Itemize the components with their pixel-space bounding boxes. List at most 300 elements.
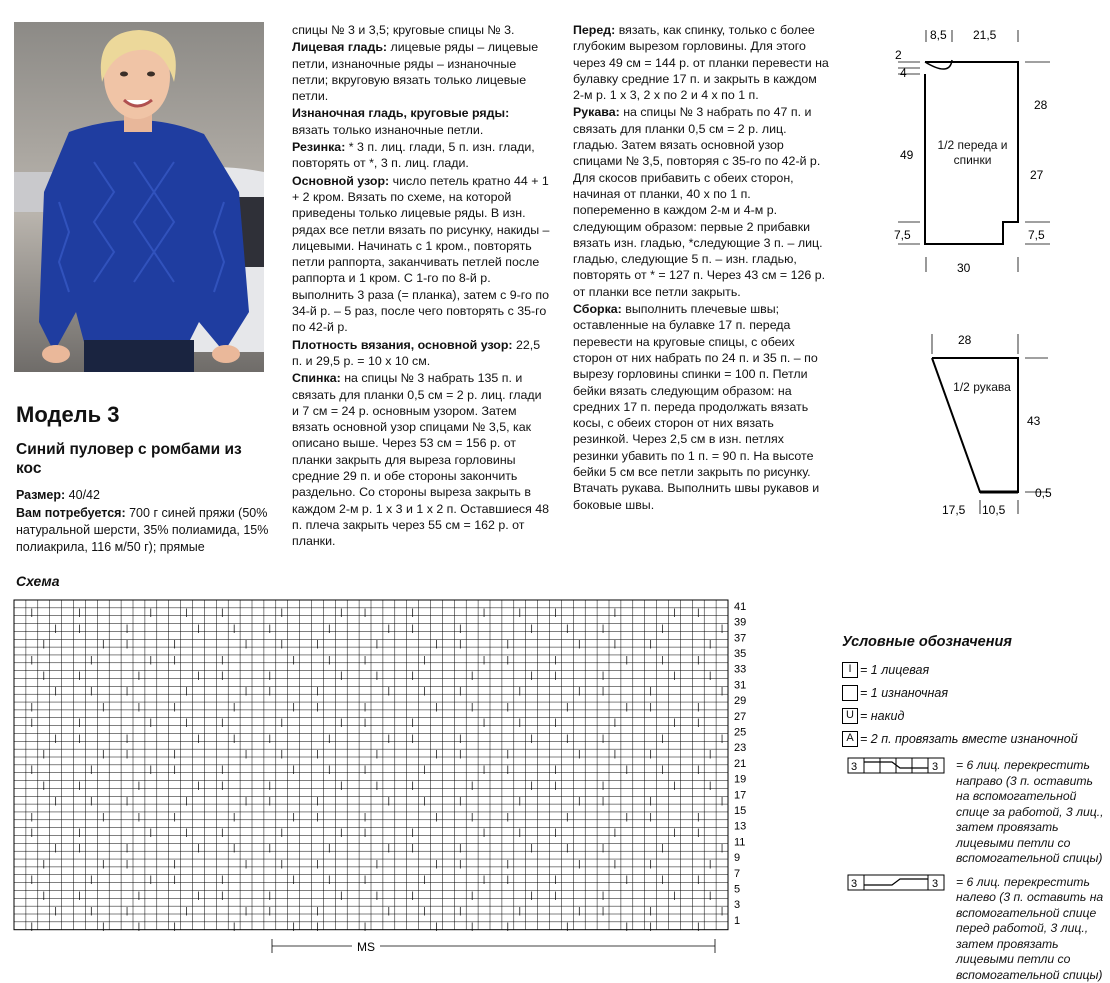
knit-mark: | [90,906,92,916]
knit-mark: | [269,890,271,900]
knit-mark: | [126,796,128,806]
size-line [16,488,100,502]
knit-mark: | [316,686,318,696]
knit-mark: | [578,906,580,916]
knit-mark: | [566,843,568,853]
knitting-chart [0,590,790,968]
knit-mark: | [507,701,509,711]
knit-mark: | [554,780,556,790]
svg-text:3: 3 [851,761,857,773]
materials [16,505,278,556]
knit-mark: | [423,796,425,806]
knit-mark: | [233,701,235,711]
knit-mark: | [709,780,711,790]
knit-mark: | [233,921,235,931]
knit-mark: | [54,686,56,696]
knit-mark: | [411,780,413,790]
knit-mark: | [316,858,318,868]
knit-mark: | [649,796,651,806]
row-number: 9 [734,852,740,864]
knit-mark: | [221,874,223,884]
knit-mark: | [626,811,628,821]
knit-mark: | [423,874,425,884]
knit-mark: | [566,811,568,821]
knit-mark: | [554,827,556,837]
knit-mark: | [150,874,152,884]
knit-mark: | [519,906,521,916]
knit-mark: | [554,654,556,664]
knit-mark: | [661,764,663,774]
knit-mark: | [269,780,271,790]
knit-mark: | [602,733,604,743]
knit-mark: | [721,686,723,696]
knit-mark: | [507,764,509,774]
row-number: 33 [734,664,746,676]
knit-mark: | [507,639,509,649]
knit-mark: | [471,890,473,900]
knit-mark: | [721,623,723,633]
dim-mid-height: 27 [1030,168,1044,182]
knit-mark: | [566,701,568,711]
cable-left-symbol [842,873,952,893]
knit-mark: | [173,921,175,931]
knit-mark: | [316,701,318,711]
paragraph: Основной узор: число петель кратно 44 + 1 + 2 кром. Вязать по схеме, на которой приведены только лицевые ряды. В изн. рядах все петли вязать по рисунку, накиды – лицевыми. Начинать с 1 кром., повторять петли раппорта, заканчивать петлей после раппорта и 1 кром. С 1-го по 8-й р. выполнить 3 раза (= планка), затем с 9-го по 34-й р. – 5 раз, после чего повторять с 35-го по 42-й р. [292,173,550,336]
legend-item-knit: I = 1 лицевая [842,658,1104,681]
knit-mark: | [126,639,128,649]
knit-mark: | [150,607,152,617]
knit-mark: | [221,670,223,680]
knit-mark: | [649,686,651,696]
paragraph: Плотность вязания, основной узор: 22,5 п. и 29,5 р. = 10 х 10 см. [292,337,550,370]
knit-mark: | [185,796,187,806]
knit-mark: | [269,796,271,806]
knit-mark: | [376,858,378,868]
knit-mark: | [376,749,378,759]
knit-mark: | [269,623,271,633]
knit-mark: | [411,890,413,900]
knit-mark: | [269,906,271,916]
knit-mark: | [697,874,699,884]
knit-mark: | [435,921,437,931]
knit-mark: | [54,796,56,806]
chart-grid [14,600,728,930]
knit-mark: | [626,764,628,774]
dim-shoulder-width: 21,5 [973,28,997,42]
knit-mark: | [459,749,461,759]
knit-mark: | [709,749,711,759]
knit-mark: | [185,686,187,696]
knit-mark: | [661,623,663,633]
knit-mark: | [173,764,175,774]
knit-mark: | [626,701,628,711]
knit-mark: | [43,890,45,900]
knit-mark: | [602,686,604,696]
knit-mark: | [292,921,294,931]
dim-width: 30 [957,261,971,275]
legend-item-purl: = 1 изнаночная [842,681,1104,704]
row-number: 23 [734,742,746,754]
dim-total-height: 49 [900,148,914,162]
knit-mark: | [102,749,104,759]
knit-mark: | [507,654,509,664]
knit-mark: | [614,827,616,837]
knit-mark: | [126,858,128,868]
knit-mark: | [197,890,199,900]
front-back-label: 1/2 переда и спинки [930,138,1015,168]
model-photo [14,22,264,372]
rapport-label: MS [357,940,375,954]
knit-mark: | [649,639,651,649]
knit-mark: | [185,717,187,727]
knit-mark: | [173,858,175,868]
knit-mark: | [221,654,223,664]
model-subtitle: Синий пуловер с ромбами из кос [16,440,266,478]
knit-mark: | [530,780,532,790]
knit-mark: | [316,906,318,916]
knit-mark: | [173,811,175,821]
knit-mark: | [90,764,92,774]
knit-mark: | [602,890,604,900]
knit-mark: | [388,906,390,916]
knit-mark: | [364,717,366,727]
knit-mark: | [459,639,461,649]
knit-mark: | [376,670,378,680]
knit-mark: | [471,921,473,931]
knit-mark: | [78,780,80,790]
knit-mark: | [721,733,723,743]
knit-mark: | [388,686,390,696]
legend [842,634,1104,983]
knit-mark: | [43,858,45,868]
knit-mark: | [292,654,294,664]
knit-mark: | [673,607,675,617]
knit-mark: | [269,733,271,743]
knit-mark: | [233,623,235,633]
knit-mark: | [316,749,318,759]
knit-mark: | [530,843,532,853]
knit-mark: | [43,670,45,680]
knit-mark: | [31,811,33,821]
knit-mark: | [197,670,199,680]
knit-mark: | [316,639,318,649]
knit-mark: | [483,764,485,774]
knit-mark: | [138,780,140,790]
knit-mark: | [292,701,294,711]
dim-neck-width: 8,5 [930,28,947,42]
knit-mark: | [507,858,509,868]
knit-mark: | [78,827,80,837]
knit-mark: | [233,733,235,743]
knit-mark: | [173,639,175,649]
knit-mark: | [471,701,473,711]
knit-symbol: I [842,662,858,678]
knit-mark: | [78,607,80,617]
knit-mark: | [90,796,92,806]
knit-mark: | [507,921,509,931]
knit-mark: | [435,749,437,759]
knit-mark: | [519,827,521,837]
knit-mark: | [221,890,223,900]
knit-mark: | [376,780,378,790]
knit-mark: | [54,733,56,743]
row-number: 31 [734,679,746,691]
legend-item-cable-right [842,756,1104,867]
knit-mark: | [31,701,33,711]
knit-mark: | [530,623,532,633]
knit-mark: | [43,749,45,759]
row-number: 19 [734,774,746,786]
knit-mark: | [221,764,223,774]
knit-mark: | [411,843,413,853]
knit-mark: | [138,701,140,711]
schema-title: Схема [16,573,59,589]
knit-mark: | [328,874,330,884]
knit-mark: | [90,654,92,664]
knit-mark: | [614,858,616,868]
knit-mark: | [649,701,651,711]
knit-mark: | [31,607,33,617]
row-number: 5 [734,883,740,895]
knit-mark: | [697,717,699,727]
knit-mark: | [102,811,104,821]
knit-mark: | [614,717,616,727]
knit-mark: | [388,623,390,633]
knit-mark: | [578,796,580,806]
knit-mark: | [31,921,33,931]
knit-mark: | [649,858,651,868]
row-number: 37 [734,632,746,644]
dim-upper-height: 28 [1034,98,1048,112]
knit-mark: | [102,921,104,931]
cable-right-text: = 6 лиц. перекрестить направо (3 п. оставить на вспомогательной спице за работой, 3 лиц., затем провязать лицевыми петли со вспомогательной спицы) [956,758,1104,867]
knit-mark: | [328,843,330,853]
knit-mark: | [150,764,152,774]
knit-mark: | [578,686,580,696]
knit-mark: | [173,701,175,711]
knit-mark: | [554,764,556,774]
paragraph: спицы № 3 и 3,5; круговые спицы № 3. [292,22,550,38]
knit-mark: | [292,874,294,884]
knit-mark: | [173,749,175,759]
knit-mark: | [185,607,187,617]
dim-sleeve-height: 43 [1027,414,1041,428]
knit-mark: | [364,874,366,884]
knit-mark: | [459,686,461,696]
knit-mark: | [364,654,366,664]
knit-mark: | [281,607,283,617]
knit-mark: | [292,811,294,821]
knit-mark: | [554,890,556,900]
knit-mark: | [530,670,532,680]
knit-mark: | [340,780,342,790]
dim-sleeve-rib: 0,5 [1035,486,1052,500]
knit-mark: | [43,639,45,649]
legend-title: Условные обозначения [842,634,1104,650]
knit-mark: | [269,843,271,853]
materials-label: Вам потребуется: [16,506,126,520]
knit-mark: | [566,733,568,743]
knit-mark: | [328,764,330,774]
knit-mark: | [566,623,568,633]
knit-mark: | [269,686,271,696]
knit-mark: | [697,827,699,837]
knit-mark: | [423,654,425,664]
knit-mark: | [507,811,509,821]
knit-mark: | [614,639,616,649]
knit-mark: | [388,796,390,806]
size-label: Размер: [16,488,65,502]
knit-mark: | [364,701,366,711]
knit-mark: | [78,623,80,633]
knit-mark: | [519,607,521,617]
dim-rib-right: 7,5 [1028,228,1045,242]
knit-mark: | [138,670,140,680]
knit-mark: | [197,843,199,853]
sleeve-diagram [932,358,1018,492]
knit-mark: | [459,623,461,633]
knit-mark: | [519,686,521,696]
knit-mark: | [602,906,604,916]
knit-mark: | [423,764,425,774]
knit-mark: | [281,749,283,759]
knit-mark: | [459,906,461,916]
knit-mark: | [281,717,283,727]
knit-mark: | [233,843,235,853]
knit-mark: | [364,811,366,821]
knit-mark: | [554,670,556,680]
knit-mark: | [31,827,33,837]
knit-mark: | [328,623,330,633]
knit-mark: | [649,749,651,759]
knit-mark: | [435,701,437,711]
row-number: 21 [734,758,746,770]
paragraph: Резинка: * 3 п. лиц. глади, 5 п. изн. глади, повторять от *, 3 п. лиц. глади. [292,139,550,172]
knit-mark: | [471,780,473,790]
knit-mark: | [245,858,247,868]
knit-mark: | [388,843,390,853]
svg-text:3: 3 [932,878,938,890]
knit-mark: | [245,796,247,806]
cable-left-text: = 6 лиц. перекрестить налево (3 п. оставить на вспомогательной спице перед работой, 3 лиц., затем провязать лицевыми петли со вспомогательной спицы) [956,875,1104,983]
knit-mark: | [411,670,413,680]
knit-mark: | [578,639,580,649]
knit-mark: | [507,749,509,759]
knit-mark: | [54,623,56,633]
dim-sleeve-bottom-left: 17,5 [942,503,966,517]
knit-mark: | [602,780,604,790]
knit-mark: | [709,858,711,868]
knit-mark: | [340,607,342,617]
knit-mark: | [388,733,390,743]
knit-mark: | [43,780,45,790]
knit-mark: | [78,670,80,680]
size-value: 40/42 [69,488,100,502]
paragraph: Перед: вязать, как спинку, только с более глубоким вырезом горловины. Для этого через 49 см = 144 р. от планки перевести на булавку средние 17 п. и закрыть в каждом 2-м р. 1 х 3, 2 х по 2 и 4 х по 1 п. [573,22,829,103]
knit-mark: | [471,811,473,821]
knit-mark: | [459,796,461,806]
dim-sleeve-top: 28 [958,333,972,347]
knit-mark: | [54,906,56,916]
row-number: 1 [734,915,740,927]
purl-symbol [842,685,858,701]
knit-mark: | [566,921,568,931]
knit-mark: | [245,906,247,916]
knit-mark: | [626,874,628,884]
knit-mark: | [245,639,247,649]
knit-mark: | [483,607,485,617]
knit-mark: | [221,827,223,837]
knit-mark: | [649,921,651,931]
knit-mark: | [245,749,247,759]
cable-right-symbol [842,756,952,776]
knit-mark: | [316,796,318,806]
knit-mark: | [197,780,199,790]
knit-mark: | [471,670,473,680]
knit-mark: | [78,843,80,853]
knit-mark: | [661,654,663,664]
knit-mark: | [483,827,485,837]
knit-mark: | [697,764,699,774]
knit-mark: | [602,623,604,633]
knit-mark: | [602,843,604,853]
knit-mark: | [245,686,247,696]
knit-mark: | [221,717,223,727]
row-number: 25 [734,726,746,738]
row-number: 15 [734,805,746,817]
knit-mark: | [90,686,92,696]
knit-mark: | [721,906,723,916]
dim-rib-left: 7,5 [894,228,911,242]
knit-mark: | [292,764,294,774]
knit-mark: | [102,858,104,868]
knit-mark: | [364,764,366,774]
knit-mark: | [185,827,187,837]
chart-row-numbers [734,601,746,927]
knit-mark: | [554,717,556,727]
knit-mark: | [126,906,128,916]
knit-mark: | [709,670,711,680]
knit-mark: | [459,733,461,743]
knit-mark: | [697,921,699,931]
knit-mark: | [530,890,532,900]
svg-text:3: 3 [932,761,938,773]
knit-mark: | [269,670,271,680]
dim-sleeve-bottom-right: 10,5 [982,503,1006,517]
knit-mark: | [173,874,175,884]
knit-mark: | [31,764,33,774]
knit-mark: | [483,717,485,727]
knit-mark: | [102,639,104,649]
knit-mark: | [435,858,437,868]
knit-mark: | [673,670,675,680]
yarn-over-symbol: U [842,708,858,724]
knit-mark: | [709,639,711,649]
knit-mark: | [126,749,128,759]
knit-mark: | [233,811,235,821]
knit-mark: | [721,796,723,806]
knit-mark: | [507,874,509,884]
knit-mark: | [459,843,461,853]
knit-mark: | [673,780,675,790]
knit-mark: | [126,733,128,743]
knit-mark: | [423,906,425,916]
knit-mark: | [221,607,223,617]
knit-mark: | [328,654,330,664]
knit-mark: | [602,796,604,806]
knit-mark: | [578,749,580,759]
knit-mark: | [626,654,628,664]
